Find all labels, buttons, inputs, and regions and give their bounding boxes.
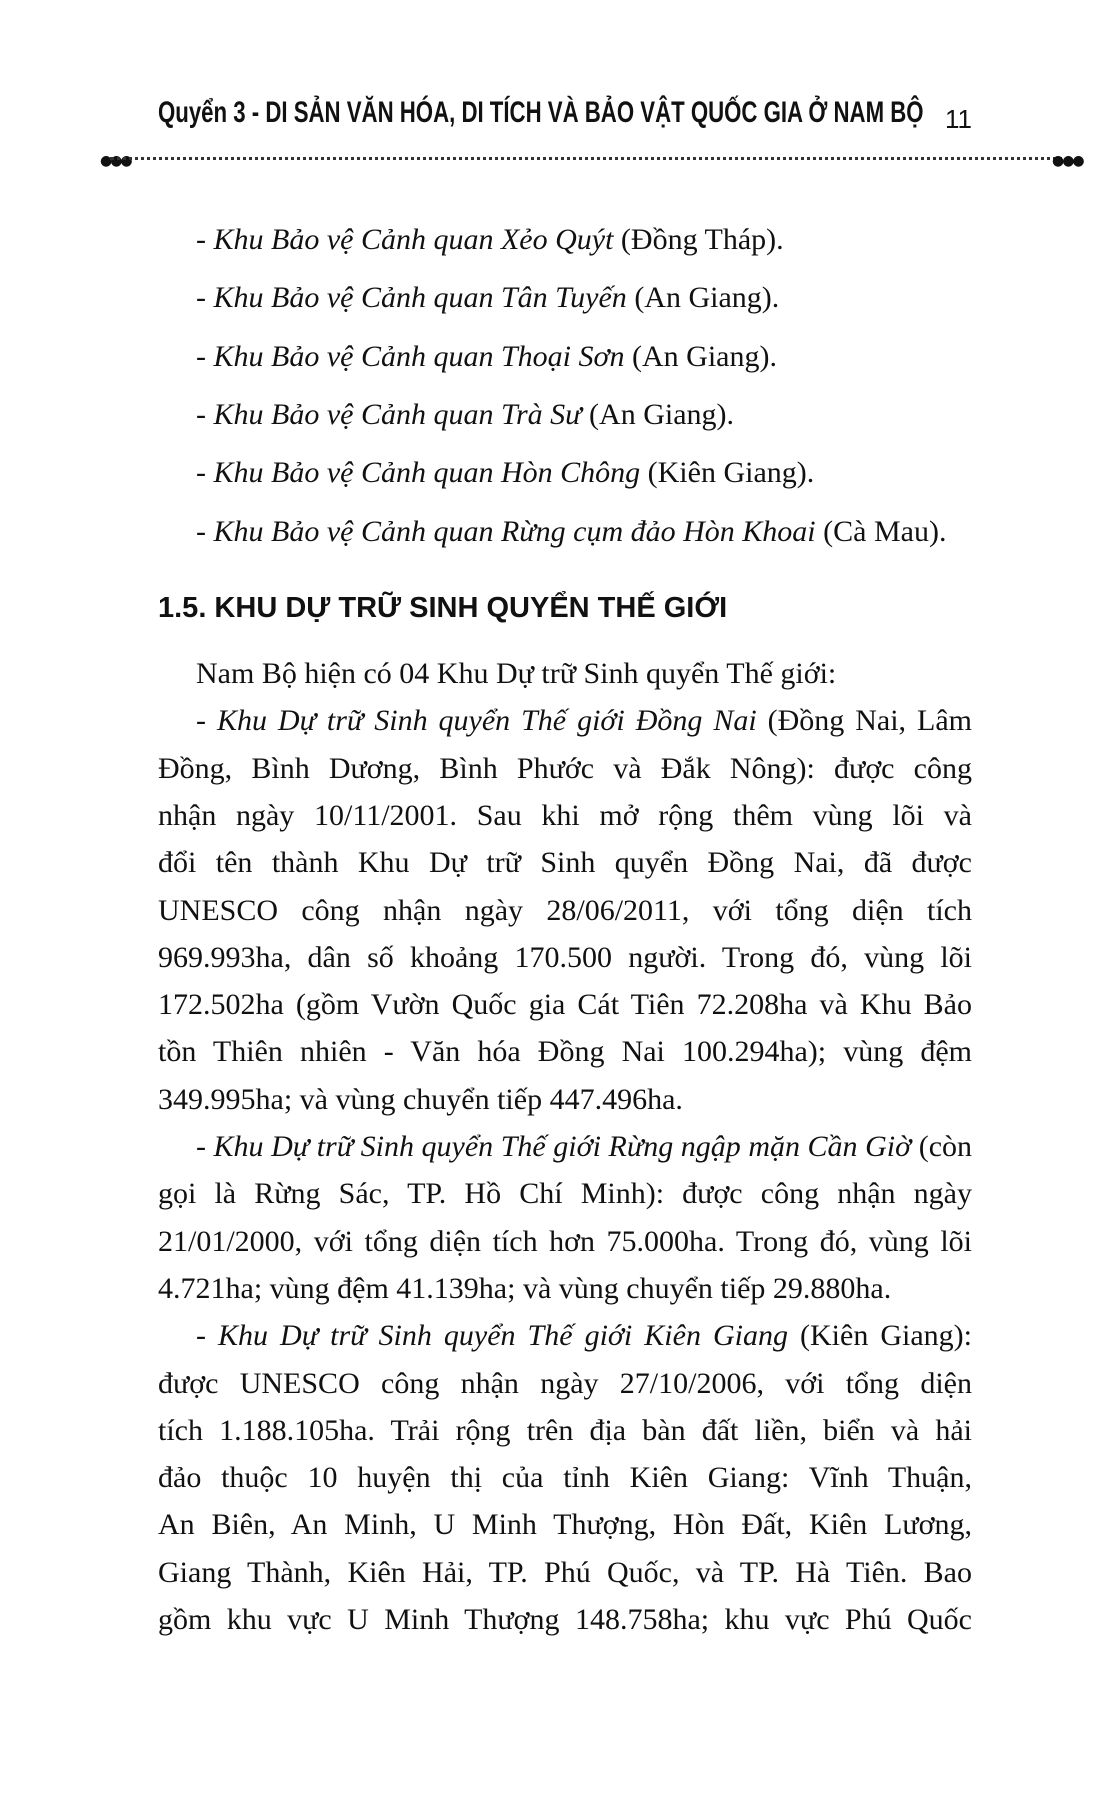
- paragraph-line: [196, 1312, 972, 1359]
- paragraph-line: [158, 1501, 972, 1548]
- text-run: (Kiên Giang).: [640, 456, 815, 490]
- text-run: nhận ngày 10/11/2001. Sau khi mở rộng thêm vùng lõi và: [158, 798, 972, 832]
- text-run: (Đồng Tháp).: [613, 223, 784, 256]
- text-run: (Đồng Nai, Lâm: [756, 704, 972, 738]
- paragraph-line: [158, 981, 972, 1028]
- paragraph-line: [158, 1265, 972, 1312]
- text-run: 4.721ha; vùng đệm 41.139ha; và vùng chuyển tiếp 29.880ha.: [158, 1271, 892, 1305]
- bullet-item: [196, 274, 972, 321]
- text-run: (Cà Mau).: [815, 514, 947, 548]
- text-run: An Biên, An Minh, U Minh Thượng, Hòn Đất, Kiên Lương,: [158, 1508, 972, 1542]
- text-run: đổi tên thành Khu Dự trữ Sinh quyển Đồng Nai, đã được: [158, 846, 972, 880]
- bullet-item: [196, 333, 972, 380]
- text-run: tích 1.188.105ha. Trải rộng trên địa bàn đất liền, biển và hải: [158, 1413, 972, 1447]
- paragraph-line: [196, 650, 972, 697]
- text-run: tồn Thiên nhiên - Văn hóa Đồng Nai 100.294ha); vùng đệm: [158, 1035, 972, 1069]
- text-run: Nam Bộ hiện có 04 Khu Dự trữ Sinh quyển Thế giới:: [196, 657, 837, 690]
- paragraph-line: [158, 887, 972, 934]
- paragraph-line: [196, 1123, 972, 1170]
- page-number: 11: [945, 104, 972, 134]
- bullet-item: [196, 391, 972, 438]
- text-run: (còn: [911, 1130, 973, 1163]
- paragraph-line: [158, 1028, 972, 1075]
- italic-name: - Khu Dự trữ Sinh quyển Thế giới Rừng ngập mặn Cần Giờ: [196, 1130, 912, 1163]
- italic-name: - Khu Bảo vệ Cảnh quan Xẻo Quýt: [196, 223, 614, 256]
- paragraph-line: [158, 745, 972, 792]
- text-run: (An Giang).: [624, 339, 777, 373]
- paragraph-line: [158, 839, 972, 886]
- paragraph-line: [158, 1454, 972, 1501]
- text-run: (Kiên Giang):: [787, 1319, 972, 1353]
- paragraph-line: [196, 697, 972, 744]
- bullet-item: [196, 508, 972, 555]
- paragraph-line: [158, 1596, 972, 1643]
- paragraph-line: [158, 1218, 972, 1265]
- text-run: đảo thuộc 10 huyện thị của tỉnh Kiên Giang: Vĩnh Thuận,: [158, 1461, 972, 1495]
- text-run: gồm khu vực U Minh Thượng 148.758ha; khu vực Phú Quốc: [158, 1603, 972, 1636]
- paragraph-line: [158, 1170, 972, 1217]
- text-run: 21/01/2000, với tổng diện tích hơn 75.000ha. Trong đó, vùng lõi: [158, 1224, 972, 1258]
- italic-name: - Khu Bảo vệ Cảnh quan Tân Tuyến: [196, 281, 627, 315]
- section-heading: 1.5. KHU DỰ TRỮ SINH QUYỂN THẾ GIỚI: [158, 592, 728, 624]
- paragraph-line: [158, 1076, 972, 1123]
- paragraph-line: [158, 792, 972, 839]
- ornament-dots-left: ●●●: [100, 153, 131, 169]
- paragraph-line: [158, 1360, 972, 1407]
- dotted-divider: [110, 157, 1070, 160]
- text-run: gọi là Rừng Sác, TP. Hồ Chí Minh): được công nhận ngày: [158, 1177, 972, 1211]
- text-run: 969.993ha, dân số khoảng 170.500 người. Trong đó, vùng lõi: [158, 940, 972, 974]
- ornament-dots-right: ●●●: [1052, 153, 1083, 169]
- italic-name: - Khu Dự trữ Sinh quyển Thế giới Kiên Giang: [196, 1319, 788, 1353]
- text-run: (An Giang).: [626, 281, 780, 315]
- italic-name: - Khu Dự trữ Sinh quyển Thế giới Đồng Nai: [196, 704, 757, 738]
- italic-name: - Khu Bảo vệ Cảnh quan Thoại Sơn: [196, 339, 625, 373]
- text-run: (An Giang).: [581, 397, 735, 431]
- bullet-item: [196, 449, 972, 496]
- text-run: 172.502ha (gồm Vườn Quốc gia Cát Tiên 72.208ha và Khu Bảo: [158, 988, 972, 1022]
- paragraph-line: [158, 1407, 972, 1454]
- text-run: được UNESCO công nhận ngày 27/10/2006, với tổng diện: [158, 1366, 972, 1400]
- text-run: 349.995ha; và vùng chuyển tiếp 447.496ha.: [158, 1082, 683, 1116]
- running-header: Quyển 3 - DI SẢN VĂN HÓA, DI TÍCH VÀ BẢO VẬT QUỐC GIA Ở NAM BỘ: [158, 96, 924, 129]
- italic-name: - Khu Bảo vệ Cảnh quan Trà Sư: [196, 397, 582, 431]
- italic-name: - Khu Bảo vệ Cảnh quan Rừng cụm đảo Hòn Khoai: [196, 514, 816, 548]
- text-run: Đồng, Bình Dương, Bình Phước và Đắk Nông): được công: [158, 751, 972, 785]
- paragraph-line: [158, 1549, 972, 1596]
- text-run: UNESCO công nhận ngày 28/06/2011, với tổng diện tích: [158, 893, 972, 927]
- paragraph-line: [158, 934, 972, 981]
- text-run: Giang Thành, Kiên Hải, TP. Phú Quốc, và TP. Hà Tiên. Bao: [158, 1555, 972, 1589]
- bullet-item: [196, 216, 972, 263]
- italic-name: - Khu Bảo vệ Cảnh quan Hòn Chông: [196, 456, 641, 490]
